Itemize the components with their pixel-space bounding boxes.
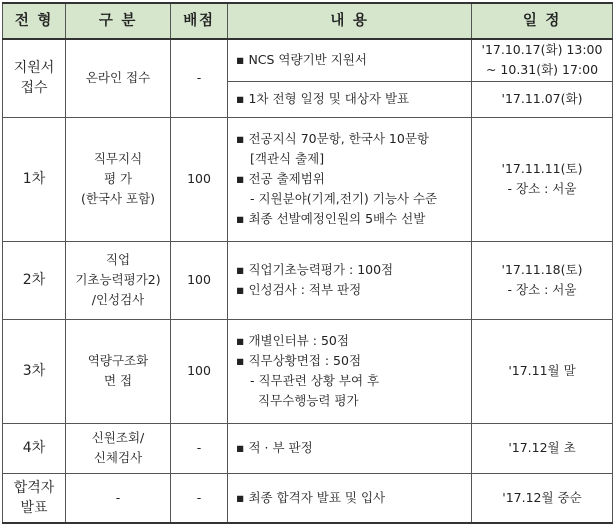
table-row bbox=[3, 117, 613, 241]
content-cell bbox=[228, 319, 472, 423]
category-cell bbox=[66, 319, 171, 423]
content-cell: ▪ 최종 합격자 발표 및 입사 bbox=[228, 473, 472, 523]
stage-cell bbox=[3, 39, 66, 117]
header-schedule: 일 정 bbox=[472, 3, 613, 39]
schedule-cell bbox=[472, 39, 613, 81]
category-line: 직업 bbox=[105, 252, 131, 267]
content-line: - 지원분야(기계,전기) 기능사 수준 bbox=[250, 191, 438, 206]
header-score: 배점 bbox=[171, 3, 228, 39]
recruitment-schedule-table bbox=[2, 2, 613, 524]
category-line: /인성검사 bbox=[91, 292, 145, 307]
schedule-line: '17.10.17(화) 13:00 bbox=[481, 42, 603, 58]
content-line: ▪ 직업기초능력평가 : 100점 bbox=[236, 262, 394, 277]
schedule-line: - 장소 : 서울 bbox=[507, 181, 577, 196]
category-cell: - bbox=[66, 473, 171, 523]
stage-cell bbox=[3, 473, 66, 523]
content-line: [객관식 출제] bbox=[250, 151, 325, 166]
schedule-cell: '17.11.07(화) bbox=[472, 81, 613, 117]
content-cell bbox=[228, 117, 472, 241]
content-line: ▪ 전공지식 70문항, 한국사 10문항 bbox=[236, 131, 429, 146]
content-cell: ▪ 적 · 부 판정 bbox=[228, 423, 472, 473]
schedule-line: '17.11.18(토) bbox=[501, 262, 583, 277]
score-cell: - bbox=[171, 39, 228, 117]
score-cell: 100 bbox=[171, 241, 228, 319]
score-cell: - bbox=[171, 473, 228, 523]
content-line: ▪ NCS 역량기반 지원서 bbox=[236, 52, 367, 68]
category-cell: 온라인 접수 bbox=[66, 39, 171, 117]
score-cell: 100 bbox=[171, 319, 228, 423]
content-cell bbox=[228, 241, 472, 319]
stage-cell: 2차 bbox=[3, 241, 66, 319]
table-row bbox=[3, 473, 613, 523]
schedule-line: - 장소 : 서울 bbox=[507, 282, 577, 297]
stage-cell: 4차 bbox=[3, 423, 66, 473]
table-row bbox=[3, 39, 613, 81]
content-line: ▪ 직무상황면접 : 50점 bbox=[236, 353, 362, 368]
content-line: - 직무관련 상황 부여 후 bbox=[250, 373, 380, 388]
header-content: 내 용 bbox=[228, 3, 472, 39]
stage-cell: 1차 bbox=[3, 117, 66, 241]
category-line: 직무지식 bbox=[93, 151, 143, 166]
score-cell: - bbox=[171, 423, 228, 473]
schedule-cell: '17.12월 초 bbox=[472, 423, 613, 473]
content-line: ▪ 전공 출제범위 bbox=[236, 171, 325, 186]
schedule-cell: '17.12월 중순 bbox=[472, 473, 613, 523]
content-cell bbox=[228, 81, 472, 117]
content-line: 직무수행능력 평가 bbox=[258, 393, 359, 408]
stage-text: 지원서 bbox=[13, 60, 55, 77]
category-line: (한국사 포함) bbox=[80, 191, 156, 206]
category-line: 역량구조화 bbox=[87, 353, 149, 368]
table-row bbox=[3, 241, 613, 319]
category-line: 신체검사 bbox=[93, 450, 143, 465]
category-line: 기초능력평가2) bbox=[75, 272, 161, 287]
header-row bbox=[3, 3, 613, 39]
schedule-cell bbox=[472, 117, 613, 241]
content-line: ▪ 1차 전형 일정 및 대상자 발표 bbox=[236, 91, 410, 106]
table-row bbox=[3, 319, 613, 423]
category-line: 평 가 bbox=[103, 171, 133, 186]
category-line: 신원조회/ bbox=[91, 430, 145, 445]
table-row bbox=[3, 423, 613, 473]
stage-text: 접수 bbox=[20, 80, 48, 97]
schedule-line: ~ 10.31(화) 17:00 bbox=[485, 62, 599, 78]
category-line: 면 접 bbox=[103, 373, 133, 388]
stage-text: 발표 bbox=[20, 499, 48, 516]
schedule-cell: '17.11월 말 bbox=[472, 319, 613, 423]
content-line: ▪ 개별인터뷰 : 50점 bbox=[236, 333, 349, 348]
content-line: ▪ 최종 선발예정인원의 5배수 선발 bbox=[236, 211, 426, 226]
header-stage: 전 형 bbox=[3, 3, 66, 39]
schedule-line: '17.11.11(토) bbox=[501, 161, 583, 176]
stage-text: 합격자 bbox=[13, 479, 55, 496]
content-line: ▪ 인성검사 : 적부 판정 bbox=[236, 282, 362, 297]
header-category: 구 분 bbox=[66, 3, 171, 39]
category-cell bbox=[66, 423, 171, 473]
content-cell bbox=[228, 39, 472, 81]
score-cell: 100 bbox=[171, 117, 228, 241]
schedule-cell bbox=[472, 241, 613, 319]
stage-cell: 3차 bbox=[3, 319, 66, 423]
category-cell bbox=[66, 241, 171, 319]
schedule-table-container bbox=[2, 2, 612, 528]
category-cell bbox=[66, 117, 171, 241]
